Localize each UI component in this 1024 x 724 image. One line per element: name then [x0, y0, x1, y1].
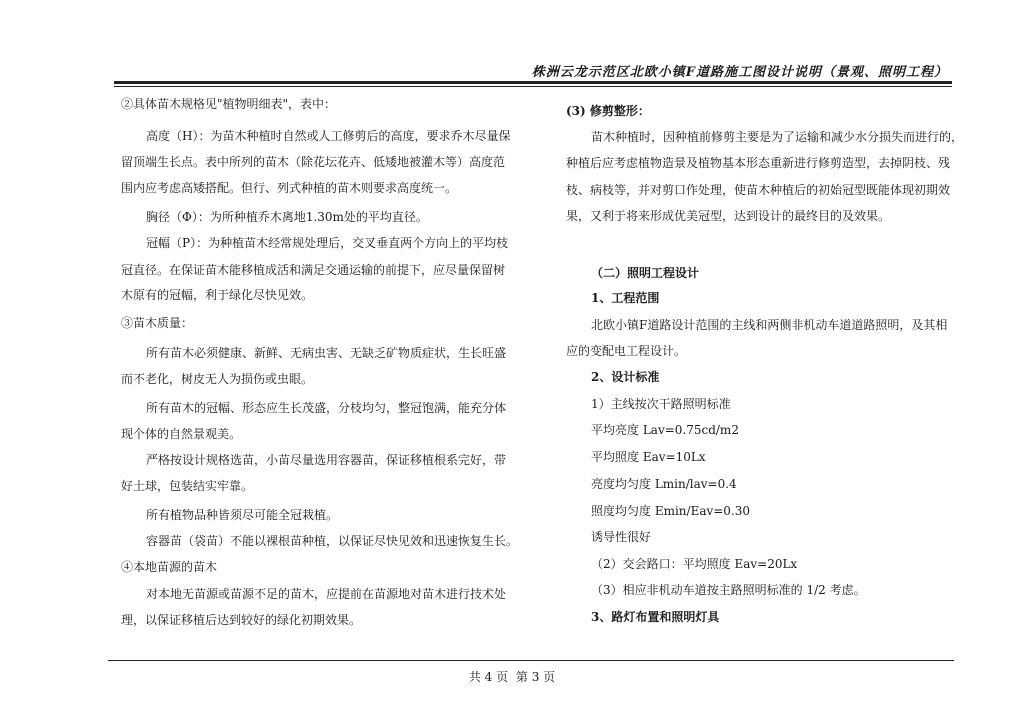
paragraph-line: ②具体苗木规格见"植物明细表"，表中：: [121, 97, 337, 111]
subsection-heading: 1、工程范围: [591, 291, 660, 305]
paragraph-line: 枝、病枝等，并对剪口作处理，使苗木种植后的初始冠型既能体现初期效: [566, 183, 951, 197]
footer-rule: [108, 660, 954, 661]
subsection-heading: 3、路灯布置和照明灯具: [591, 610, 720, 624]
paragraph-line: 所有苗木必须健康、新鲜、无病虫害、无缺乏矿物质症状，生长旺盛: [146, 346, 507, 360]
paragraph-line: 高度（H）：为苗木种植时自然或人工修剪后的高度，要求乔木尽量保: [146, 129, 511, 143]
paragraph-line: 冠幅（P）：为种植苗木经常规处理后，交叉垂直两个方向上的平均枝: [146, 236, 509, 250]
paragraph-line: 应的变配电工程设计。: [566, 344, 687, 358]
paragraph-line: 苗木种植时，因种植前修剪主要是为了运输和减少水分损失而进行的，: [591, 130, 964, 144]
header-rule-thick: [114, 81, 952, 84]
paragraph-line: 木原有的冠幅，利于绿化尽快见效。: [121, 288, 314, 302]
page-footer: [0, 668, 1024, 685]
paragraph-line: （3）相应非机动车道按主路照明标准的 1/2 考虑。: [591, 583, 866, 597]
section-heading: （二）照明工程设计: [591, 266, 700, 280]
paragraph-line: 果，又利于将来形成优美冠型，达到设计的最终目的及效果。: [566, 209, 891, 223]
paragraph-line: （2）交会路口：平均照度 Eav=20Lx: [591, 557, 798, 571]
paragraph-line: 照度均匀度 Emin/Eav=0.30: [591, 504, 751, 518]
page-number-label: 第 3 页: [515, 670, 556, 684]
paragraph-line: 胸径（Φ）：为所种植乔木离地1.30m处的平均直径。: [146, 210, 428, 224]
paragraph-line: 而不老化，树皮无人为损伤或虫眼。: [121, 372, 314, 386]
section-heading: (3) 修剪整形：: [566, 104, 650, 118]
subsection-heading: 2、设计标准: [591, 370, 660, 384]
paragraph-line: 1）主线按次干路照明标准: [591, 397, 731, 411]
paragraph-line: 平均照度 Eav=10Lx: [591, 450, 706, 464]
paragraph-line: 所有苗木的冠幅、形态应生长茂盛，分枝均匀，整冠饱满，能充分体: [146, 401, 507, 415]
paragraph-line: 诱导性很好: [591, 530, 652, 544]
paragraph-line: 好土球，包装结实牢靠。: [121, 479, 254, 493]
paragraph-line: 北欧小镇F道路设计范围的主线和两侧非机动车道道路照明，及其相: [591, 318, 948, 332]
paragraph-line: 留顶端生长点。表中所列的苗木（除花坛花卉、低矮地被灌木等）高度范: [121, 155, 506, 169]
paragraph-line: 理，以保证移植后达到较好的绿化初期效果。: [121, 613, 362, 627]
paragraph-line: 平均亮度 Lav=0.75cd/m2: [591, 423, 739, 437]
paragraph-line: 冠直径。在保证苗木能移植成活和满足交通运输的前提下，应尽量保留树: [121, 263, 506, 277]
paragraph-line: 现个体的自然景观美。: [121, 427, 242, 441]
paragraph-line: 对本地无苗源或苗源不足的苗木，应提前在苗源地对苗木进行技术处: [146, 587, 507, 601]
paragraph-line: 严格按设计规格选苗，小苗尽量选用容器苗，保证移植根系完好，带: [146, 453, 507, 467]
paragraph-line: 种植后应考虑植物造景及植物基本形态重新进行修剪造型，去掉阴枝、残: [566, 156, 951, 170]
section-heading: ③苗木质量：: [121, 316, 194, 330]
paragraph-line: 亮度均匀度 Lmin/lav=0.4: [591, 477, 737, 491]
paragraph-line: 容器苗（袋苗）不能以裸根苗种植，以保证尽快见效和迅速恢复生长。: [146, 534, 519, 548]
total-pages-label: 共 4 页: [468, 670, 509, 684]
paragraph-line: 所有植物品种皆须尽可能全冠栽植。: [146, 508, 339, 522]
paragraph-line: 围内应考虑高矮搭配。但行、列式种植的苗木则要求高度统一。: [121, 181, 458, 195]
section-heading: ④本地苗源的苗木: [121, 560, 218, 574]
header-rule-thin: [114, 86, 952, 87]
document-title: 株洲云龙示范区北欧小镇F道路施工图设计说明（景观、照明工程）: [531, 65, 948, 80]
